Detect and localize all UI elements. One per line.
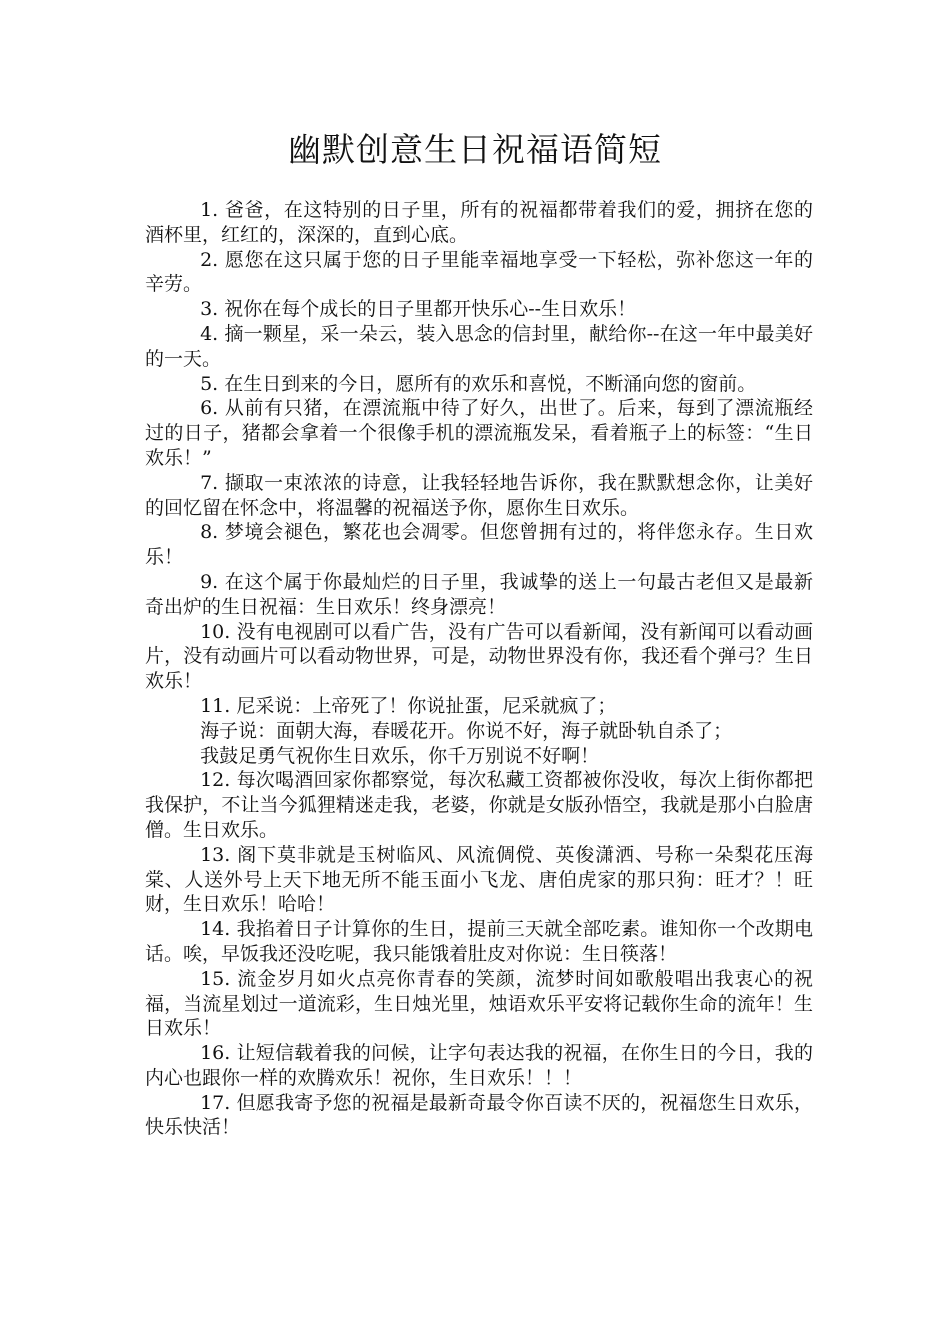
paragraph-3: 3. 祝你在每个成长的日子里都开快乐心--生日欢乐！	[200, 298, 637, 321]
paragraph-5: 5. 在生日到来的今日，愿所有的欢乐和喜悦，不断涌向您的窗前。	[200, 372, 757, 395]
paragraph-4: 4. 摘一颗星，采一朵云，装入思念的信封里，献给你--在这一年中最美好的一天。	[145, 322, 813, 370]
paragraph-8: 8. 梦境会褪色，繁花也会凋零。但您曾拥有过的，将伴您永存。生日欢乐！	[145, 521, 813, 569]
paragraph-14: 14. 我掐着日子计算你的生日，提前三天就全部吃素。谁知你一个改期电话。唉，早饭我还没吃呢，我只能饿着肚皮对你说：生日筷落！	[145, 918, 813, 965]
paragraph-13: 13. 阁下莫非就是玉树临风、风流倜傥、英俊潇洒、号称一朵梨花压海棠、人送外号上天下地无所不能玉面小飞龙、唐伯虎家的那只狗：旺才？！旺财，生日欢乐！哈哈！	[145, 843, 813, 916]
paragraph-15: 15. 流金岁月如火点亮你青春的笑颜，流梦时间如歌般唱出我衷心的祝福，当流星划过一道流彩，生日烛光里，烛语欢乐平安将记载你生命的流年！生日欢乐！	[145, 967, 813, 1040]
paragraph-6: 6. 从前有只猪，在漂流瓶中待了好久，出世了。后来，每到了漂流瓶经过的日子，猪都会拿着一个很像手机的漂流瓶发呆，看着瓶子上的标签：“生日欢乐！”	[145, 397, 813, 469]
paragraph-17: 17. 但愿我寄予您的祝福是最新奇最令你百读不厌的，祝福您生日欢乐，快乐快活！	[145, 1091, 813, 1139]
paragraph-16: 16. 让短信载着我的问候，让字句表达我的祝福，在你生日的今日，我的内心也跟你一样的欢腾欢乐！祝你，生日欢乐！！！	[145, 1042, 813, 1089]
document-body	[145, 198, 813, 1140]
paragraph-10: 10. 没有电视剧可以看广告，没有广告可以看新闻，没有新闻可以看动画片，没有动画片可以看动物世界，可是，动物世界没有你，我还看个弹弓？生日欢乐！	[145, 620, 813, 693]
paragraph-7: 7. 撷取一束浓浓的诗意，让我轻轻地告诉你，我在默默想念你，让美好的回忆留在怀念中，将温馨的祝福送予你，愿你生日欢乐。	[145, 471, 813, 519]
paragraph-9: 9. 在这个属于你最灿烂的日子里，我诚挚的送上一句最古老但又是最新奇出炉的生日祝福：生日欢乐！终身漂亮！	[145, 570, 813, 618]
paragraph-2: 2. 愿您在这只属于您的日子里能幸福地享受一下轻松，弥补您这一年的辛劳。	[145, 248, 813, 296]
paragraph-1: 1. 爸爸，在这特别的日子里，所有的祝福都带着我们的爱，拥挤在您的酒杯里，红红的，深深的，直到心底。	[145, 199, 813, 246]
paragraph-11: 11. 尼采说：上帝死了！你说扯蛋，尼采就疯了；	[200, 694, 617, 717]
document-title: 幽默创意生日祝福语简短	[288, 130, 662, 169]
paragraph-12: 12. 每次喝酒回家你都察觉，每次私藏工资都被你没收，每次上街你都把我保护，不让当今狐狸精迷走我，老婆，你就是女版孙悟空，我就是那小白脸唐僧。生日欢乐。	[145, 769, 813, 841]
paragraph-11-line-3: 我鼓足勇气祝你生日欢乐，你千万别说不好啊！	[200, 744, 600, 767]
paragraph-11-line-2: 海子说：面朝大海，春暖花开。你说不好，海子就卧轨自杀了；	[200, 719, 733, 742]
